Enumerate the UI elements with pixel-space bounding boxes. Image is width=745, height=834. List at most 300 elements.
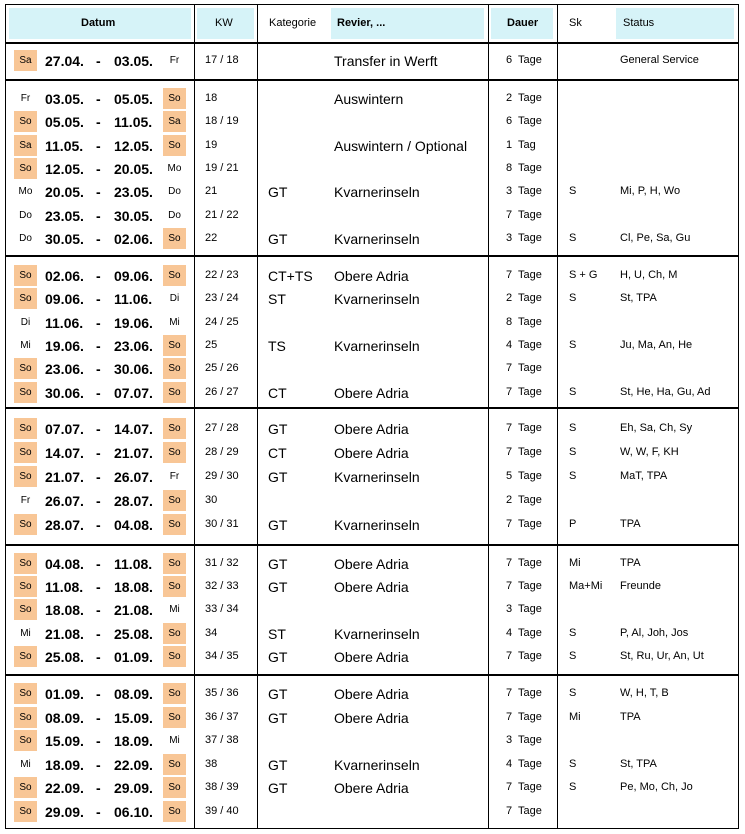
date-to: 22.09. — [114, 756, 153, 773]
date-dash: - — [96, 733, 101, 749]
weekday-end: So — [168, 446, 181, 458]
date-dash: - — [96, 207, 101, 224]
dauer-cell: 6 Tage — [506, 115, 542, 128]
header-status: Status — [623, 17, 655, 29]
kategorie-cell: GT — [268, 516, 288, 533]
revier-cell: Auswintern — [334, 91, 404, 107]
revier-cell: Kvarnerinseln — [334, 337, 420, 354]
sk-cell: S — [569, 231, 577, 244]
revier-cell: Transfer in Werft — [334, 53, 438, 69]
kategorie-cell: GT — [268, 709, 288, 726]
revier-cell: Obere Adria — [334, 444, 409, 461]
header-kategorie: Kategorie — [269, 17, 317, 29]
weekday-start: Fr — [20, 494, 31, 506]
date-from: 03.05. — [45, 91, 84, 107]
kategorie-cell: GT — [268, 184, 288, 201]
header-datum: Datum — [81, 17, 116, 29]
date-dash: - — [96, 756, 101, 773]
date-from: 26.07. — [45, 492, 84, 509]
dauer-cell: 7 Tage — [506, 445, 542, 458]
kategorie-cell: GT — [268, 756, 288, 773]
date-from: 18.09. — [45, 756, 84, 773]
kw-cell: 34 / 35 — [205, 649, 239, 662]
weekday-end: So — [168, 139, 181, 151]
date-from: 14.07. — [45, 444, 84, 461]
date-to: 26.07. — [114, 468, 153, 485]
status-cell: Eh, Sa, Ch, Sy — [620, 422, 693, 434]
kategorie-cell: GT — [268, 780, 288, 796]
date-from: 05.05. — [45, 114, 84, 131]
status-cell: St, TPA — [620, 757, 657, 770]
weekday-end: Do — [168, 186, 181, 198]
weekday-start: Mi — [20, 758, 31, 770]
dauer-cell: 8 Tage — [506, 315, 542, 328]
weekday-start: Mi — [20, 339, 31, 351]
status-cell: General Service — [620, 54, 699, 66]
section-rule — [5, 674, 739, 676]
kw-cell: 26 / 27 — [205, 385, 239, 398]
dauer-cell: 7 Tage — [506, 422, 542, 434]
date-from: 20.05. — [45, 184, 84, 201]
date-to: 06.10. — [114, 803, 153, 820]
kw-cell: 28 / 29 — [205, 445, 239, 458]
date-to: 15.09. — [114, 709, 153, 726]
weekday-start: So — [19, 162, 32, 174]
date-to: 05.05. — [114, 91, 153, 107]
date-dash: - — [96, 291, 101, 308]
date-dash: - — [96, 444, 101, 461]
date-dash: - — [96, 314, 101, 331]
sk-cell: Mi — [569, 710, 581, 723]
weekday-start: Sa — [19, 55, 32, 66]
weekday-end: Di — [169, 293, 180, 305]
status-cell: Freunde — [620, 580, 661, 593]
kw-cell: 19 / 21 — [205, 161, 239, 174]
dauer-cell: 5 Tage — [506, 469, 542, 482]
weekday-end: So — [168, 363, 181, 375]
weekday-end: So — [168, 423, 181, 434]
weekday-start: Mi — [20, 627, 31, 639]
date-dash: - — [96, 686, 101, 702]
sk-cell: S + G — [569, 269, 598, 281]
revier-cell: Obere Adria — [334, 384, 409, 401]
date-to: 11.05. — [114, 114, 153, 131]
date-to: 30.06. — [114, 361, 153, 378]
weekday-end: Mo — [167, 162, 182, 174]
date-to: 21.07. — [114, 444, 153, 461]
weekday-end: So — [168, 339, 181, 351]
date-dash: - — [96, 602, 101, 619]
kw-cell: 36 / 37 — [205, 710, 239, 723]
kw-cell: 32 / 33 — [205, 580, 239, 593]
header-rule — [5, 42, 739, 44]
date-from: 25.08. — [45, 648, 84, 665]
weekday-start: So — [19, 650, 32, 662]
revier-cell: Obere Adria — [334, 648, 409, 665]
column-divider — [557, 4, 558, 829]
date-from: 15.09. — [45, 733, 84, 749]
kategorie-cell: GT — [268, 421, 288, 437]
sk-cell: S — [569, 185, 577, 198]
section-rule — [5, 79, 739, 81]
date-dash: - — [96, 556, 101, 572]
column-divider — [257, 4, 258, 829]
date-to: 11.08. — [114, 556, 153, 572]
date-dash: - — [96, 468, 101, 485]
revier-cell: Obere Adria — [334, 579, 409, 596]
weekday-end: So — [168, 93, 181, 104]
date-dash: - — [96, 230, 101, 247]
weekday-end: Fr — [169, 55, 180, 66]
weekday-start: Sa — [19, 139, 32, 151]
weekday-end: So — [168, 650, 181, 662]
sk-cell: S — [569, 626, 577, 639]
sk-cell: Ma+Mi — [569, 580, 603, 593]
weekday-start: So — [19, 604, 32, 616]
date-to: 02.06. — [114, 230, 153, 247]
header-dauer: Dauer — [507, 17, 539, 29]
kw-cell: 22 / 23 — [205, 269, 239, 281]
status-cell: St, Ru, Ur, An, Ut — [620, 649, 704, 662]
date-from: 22.09. — [45, 780, 84, 796]
date-from: 23.05. — [45, 207, 84, 224]
kategorie-cell: GT — [268, 686, 288, 702]
date-to: 18.09. — [114, 733, 153, 749]
date-from: 28.07. — [45, 516, 84, 533]
weekday-end: Mi — [169, 316, 180, 328]
header-sk: Sk — [569, 17, 582, 29]
date-dash: - — [96, 384, 101, 401]
weekday-end: So — [168, 581, 181, 593]
revier-cell: Obere Adria — [334, 709, 409, 726]
dauer-cell: 3 Tage — [506, 231, 542, 244]
revier-cell: Obere Adria — [334, 686, 409, 702]
date-to: 14.07. — [114, 421, 153, 437]
weekday-start: Fr — [20, 93, 31, 104]
date-from: 21.08. — [45, 625, 84, 642]
weekday-end: Mi — [169, 604, 180, 616]
dauer-cell: 4 Tage — [506, 626, 542, 639]
date-dash: - — [96, 625, 101, 642]
date-dash: - — [96, 516, 101, 533]
kw-cell: 19 — [205, 138, 218, 151]
date-to: 18.08. — [114, 579, 153, 596]
dauer-cell: 7 Tage — [506, 781, 542, 793]
kategorie-cell: GT — [268, 556, 288, 572]
kategorie-cell: GT — [268, 230, 288, 247]
date-from: 04.08. — [45, 556, 84, 572]
sk-cell: S — [569, 757, 577, 770]
dauer-cell: 7 Tage — [506, 385, 542, 398]
date-from: 02.06. — [45, 268, 84, 284]
date-dash: - — [96, 579, 101, 596]
weekday-start: So — [19, 558, 32, 569]
weekday-start: So — [19, 581, 32, 593]
weekday-start: So — [19, 470, 32, 482]
weekday-end: So — [168, 805, 181, 817]
date-from: 12.05. — [45, 160, 84, 177]
dauer-cell: 7 Tage — [506, 269, 542, 281]
weekday-end: Mi — [169, 735, 180, 746]
date-from: 27.04. — [45, 53, 84, 69]
date-to: 19.06. — [114, 314, 153, 331]
sk-cell: S — [569, 338, 577, 351]
header-revier: Revier, ... — [337, 17, 386, 29]
weekday-end: So — [168, 758, 181, 770]
kw-cell: 27 / 28 — [205, 422, 239, 434]
kw-cell: 38 — [205, 757, 218, 770]
kategorie-cell: TS — [268, 337, 286, 354]
date-to: 23.05. — [114, 184, 153, 201]
weekday-start: Do — [19, 209, 32, 221]
weekday-end: So — [168, 494, 181, 506]
revier-cell: Kvarnerinseln — [334, 291, 420, 308]
kw-cell: 34 — [205, 626, 218, 639]
sk-cell: S — [569, 292, 577, 305]
date-dash: - — [96, 53, 101, 69]
sk-cell: S — [569, 385, 577, 398]
date-dash: - — [96, 268, 101, 284]
weekday-end: Fr — [169, 470, 180, 482]
kw-cell: 31 / 32 — [205, 557, 239, 569]
dauer-cell: 1 Tag — [506, 138, 536, 151]
header-kw: KW — [215, 17, 233, 29]
kw-cell: 21 / 22 — [205, 208, 239, 221]
date-from: 07.07. — [45, 421, 84, 437]
kategorie-cell: ST — [268, 291, 286, 308]
dauer-cell: 3 Tage — [506, 185, 542, 198]
date-to: 21.08. — [114, 602, 153, 619]
date-dash: - — [96, 137, 101, 154]
weekday-start: So — [19, 293, 32, 305]
kategorie-cell: CT — [268, 444, 287, 461]
date-to: 29.09. — [114, 780, 153, 796]
kw-cell: 38 / 39 — [205, 781, 239, 793]
date-from: 11.05. — [45, 137, 84, 154]
kw-cell: 39 / 40 — [205, 804, 239, 817]
kategorie-cell: GT — [268, 468, 288, 485]
dauer-cell: 7 Tage — [506, 517, 542, 530]
kw-cell: 29 / 30 — [205, 469, 239, 482]
dauer-cell: 6 Tage — [506, 54, 542, 66]
weekday-start: So — [19, 688, 32, 699]
date-dash: - — [96, 91, 101, 107]
weekday-start: Di — [20, 316, 31, 328]
revier-cell: Kvarnerinseln — [334, 516, 420, 533]
date-dash: - — [96, 803, 101, 820]
dauer-cell: 7 Tage — [506, 557, 542, 569]
revier-cell: Obere Adria — [334, 556, 409, 572]
weekday-start: Do — [19, 232, 32, 244]
dauer-cell: 2 Tage — [506, 292, 542, 305]
date-dash: - — [96, 421, 101, 437]
date-from: 29.09. — [45, 803, 84, 820]
column-divider — [194, 4, 195, 829]
date-from: 19.06. — [45, 337, 84, 354]
section-rule — [5, 255, 739, 257]
status-cell: W, H, T, B — [620, 687, 669, 699]
section-rule — [5, 407, 739, 409]
kw-cell: 37 / 38 — [205, 734, 239, 746]
kategorie-cell: GT — [268, 648, 288, 665]
weekday-end: So — [168, 782, 181, 793]
weekday-end: Sa — [168, 116, 181, 128]
date-to: 11.06. — [114, 291, 153, 308]
dauer-cell: 7 Tage — [506, 687, 542, 699]
weekday-end: So — [168, 711, 181, 723]
date-from: 30.06. — [45, 384, 84, 401]
dauer-cell: 7 Tage — [506, 710, 542, 723]
kw-cell: 18 — [205, 92, 218, 104]
kw-cell: 25 / 26 — [205, 362, 239, 375]
weekday-start: So — [19, 805, 32, 817]
weekday-start: So — [19, 782, 32, 793]
weekday-start: So — [19, 423, 32, 434]
date-from: 11.06. — [45, 314, 84, 331]
kw-cell: 30 — [205, 493, 218, 506]
sk-cell: P — [569, 517, 577, 530]
weekday-end: Do — [168, 209, 181, 221]
revier-cell: Kvarnerinseln — [334, 230, 420, 247]
weekday-start: So — [19, 270, 32, 281]
kw-cell: 30 / 31 — [205, 517, 239, 530]
date-to: 12.05. — [114, 137, 153, 154]
sk-cell: S — [569, 445, 577, 458]
status-cell: P, Al, Joh, Jos — [620, 626, 689, 639]
status-cell: St, He, Ha, Gu, Ad — [620, 385, 711, 398]
kategorie-cell: CT+TS — [268, 268, 313, 284]
revier-cell: Kvarnerinseln — [334, 184, 420, 201]
sk-cell: S — [569, 781, 577, 793]
status-cell: TPA — [620, 710, 641, 723]
date-from: 23.06. — [45, 361, 84, 378]
date-to: 08.09. — [114, 686, 153, 702]
date-to: 09.06. — [114, 268, 153, 284]
dauer-cell: 2 Tage — [506, 92, 542, 104]
dauer-cell: 7 Tage — [506, 804, 542, 817]
weekday-start: So — [19, 446, 32, 458]
weekday-end: So — [168, 270, 181, 281]
sk-cell: Mi — [569, 557, 581, 569]
date-to: 03.05. — [114, 53, 153, 69]
date-to: 25.08. — [114, 625, 153, 642]
revier-cell: Obere Adria — [334, 268, 409, 284]
kategorie-cell: CT — [268, 384, 287, 401]
date-to: 04.08. — [114, 516, 153, 533]
sk-cell: S — [569, 469, 577, 482]
revier-cell: Obere Adria — [334, 421, 409, 437]
sk-cell: S — [569, 687, 577, 699]
sk-cell: S — [569, 649, 577, 662]
status-cell: H, U, Ch, M — [620, 269, 678, 281]
kw-cell: 18 / 19 — [205, 115, 239, 128]
status-cell: Mi, P, H, Wo — [620, 185, 681, 198]
status-cell: Cl, Pe, Sa, Gu — [620, 231, 691, 244]
weekday-start: So — [19, 518, 32, 530]
revier-cell: Kvarnerinseln — [334, 625, 420, 642]
revier-cell: Obere Adria — [334, 780, 409, 796]
weekday-start: So — [19, 363, 32, 375]
column-divider — [488, 4, 489, 829]
dauer-cell: 4 Tage — [506, 757, 542, 770]
date-from: 21.07. — [45, 468, 84, 485]
dauer-cell: 7 Tage — [506, 649, 542, 662]
status-cell: St, TPA — [620, 292, 657, 305]
dauer-cell: 8 Tage — [506, 161, 542, 174]
revier-cell: Kvarnerinseln — [334, 468, 420, 485]
weekday-start: So — [19, 116, 32, 128]
kategorie-cell: GT — [268, 579, 288, 596]
weekday-start: So — [19, 735, 32, 746]
kw-cell: 17 / 18 — [205, 54, 239, 66]
weekday-end: So — [168, 518, 181, 530]
dauer-cell: 7 Tage — [506, 362, 542, 375]
date-to: 01.09. — [114, 648, 153, 665]
date-from: 18.08. — [45, 602, 84, 619]
weekday-start: Mo — [18, 186, 33, 198]
kw-cell: 33 / 34 — [205, 603, 239, 616]
revier-cell: Kvarnerinseln — [334, 756, 420, 773]
date-dash: - — [96, 160, 101, 177]
dauer-cell: 4 Tage — [506, 338, 542, 351]
date-dash: - — [96, 114, 101, 131]
status-cell: TPA — [620, 517, 641, 530]
date-dash: - — [96, 184, 101, 201]
date-dash: - — [96, 492, 101, 509]
date-to: 28.07. — [114, 492, 153, 509]
weekday-start: So — [19, 711, 32, 723]
dauer-cell: 3 Tage — [506, 734, 542, 746]
weekday-end: So — [168, 386, 181, 398]
kw-cell: 23 / 24 — [205, 292, 239, 305]
date-from: 30.05. — [45, 230, 84, 247]
kw-cell: 24 / 25 — [205, 315, 239, 328]
date-from: 11.08. — [45, 579, 84, 596]
date-dash: - — [96, 361, 101, 378]
kw-cell: 25 — [205, 338, 218, 351]
date-from: 01.09. — [45, 686, 84, 702]
kategorie-cell: ST — [268, 625, 286, 642]
date-to: 23.06. — [114, 337, 153, 354]
status-cell: TPA — [620, 557, 641, 569]
dauer-cell: 2 Tage — [506, 493, 542, 506]
kw-cell: 22 — [205, 231, 218, 244]
revier-cell: Auswintern / Optional — [334, 137, 468, 154]
date-from: 08.09. — [45, 709, 84, 726]
status-cell: MaT, TPA — [620, 469, 668, 482]
weekday-end: So — [168, 232, 181, 244]
date-from: 09.06. — [45, 291, 84, 308]
status-cell: Ju, Ma, An, He — [620, 338, 693, 351]
sk-cell: S — [569, 422, 577, 434]
dauer-cell: 3 Tage — [506, 603, 542, 616]
weekday-end: So — [168, 558, 181, 569]
dauer-cell: 7 Tage — [506, 580, 542, 593]
date-dash: - — [96, 780, 101, 796]
date-dash: - — [96, 648, 101, 665]
weekday-end: So — [168, 627, 181, 639]
dauer-cell: 7 Tage — [506, 208, 542, 221]
date-to: 07.07. — [114, 384, 153, 401]
date-dash: - — [96, 337, 101, 354]
date-to: 20.05. — [114, 160, 153, 177]
kw-cell: 35 / 36 — [205, 687, 239, 699]
status-cell: W, W, F, KH — [620, 445, 679, 458]
weekday-start: So — [19, 386, 32, 398]
date-dash: - — [96, 709, 101, 726]
date-to: 30.05. — [114, 207, 153, 224]
section-rule — [5, 544, 739, 546]
